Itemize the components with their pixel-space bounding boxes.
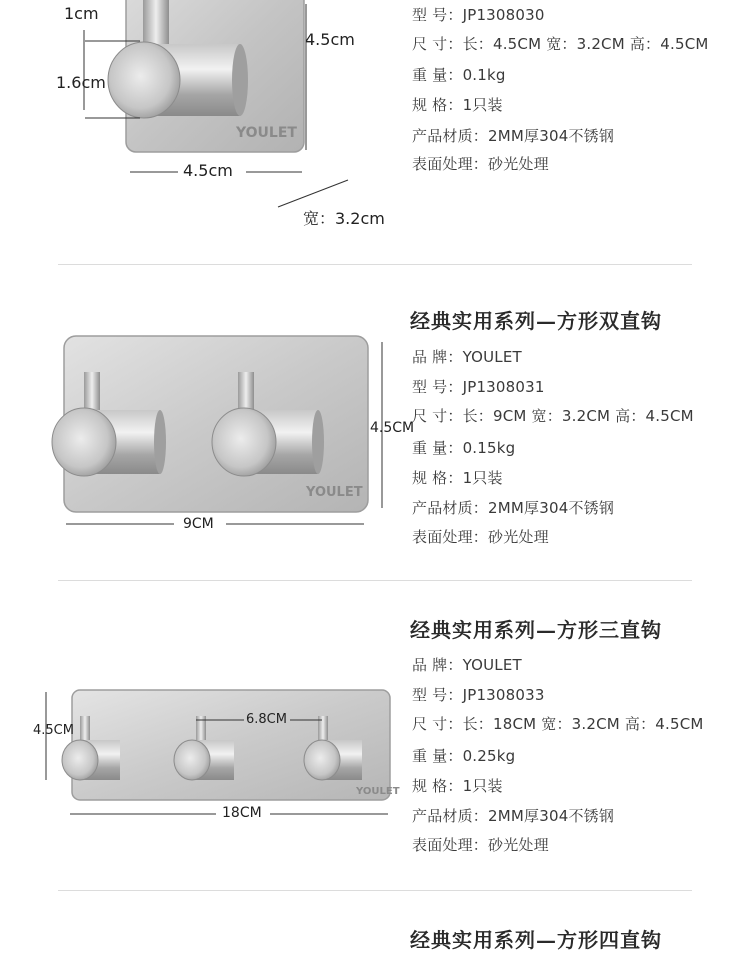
dim-length: 18CM (222, 805, 262, 821)
hook-cap (304, 740, 340, 780)
product-2-finish: 表面处理：砂光处理 (412, 528, 549, 546)
hook-cap (108, 42, 180, 118)
product-2-logo: YOULET (306, 485, 363, 500)
product-3-logo: YOULET (356, 786, 400, 797)
product-1-material: 产品材质：2MM厚304不锈钢 (412, 127, 615, 145)
product-1-logo: YOULET (236, 125, 297, 141)
section-divider (58, 890, 692, 891)
product-1-finish: 表面处理：砂光处理 (412, 155, 549, 173)
product-1-size: 尺 寸：长：4.5CM 宽：3.2CM 高：4.5CM (412, 35, 709, 53)
product-1-model: 型 号：JP1308030 (412, 6, 545, 24)
product-2-brand: 品 牌：YOULET (412, 348, 522, 366)
product-1-spec: 规 格：1只装 (412, 96, 503, 114)
dim-spacing: 6.8CM (246, 712, 287, 727)
product-3-finish: 表面处理：砂光处理 (412, 836, 549, 854)
product-2-size: 尺 寸：长：9CM 宽：3.2CM 高：4.5CM (412, 407, 694, 425)
dim-width: 宽：3.2cm (303, 209, 385, 228)
product-3-size: 尺 寸：长：18CM 宽：3.2CM 高：4.5CM (412, 715, 704, 733)
dim-length: 4.5cm (183, 161, 233, 180)
hook-cap (174, 740, 210, 780)
product-3-image (0, 680, 410, 840)
product-3-brand: 品 牌：YOULET (412, 656, 522, 674)
section-divider (58, 580, 692, 581)
dim-1-6cm: 1.6cm (56, 73, 106, 92)
product-3-spec: 规 格：1只装 (412, 777, 503, 795)
product-2-title: 经典实用系列—方形双直钩 (410, 309, 662, 333)
dim-1cm: 1cm (64, 4, 99, 23)
section-divider (58, 264, 692, 265)
hook-cap (62, 740, 98, 780)
dim-height: 4.5cm (305, 30, 355, 49)
hook-cap (52, 408, 116, 476)
product-1-weight: 重 量：0.1kg (412, 66, 506, 84)
hook-cap (212, 408, 276, 476)
product-3-model: 型 号：JP1308033 (412, 686, 545, 704)
product-3-material: 产品材质：2MM厚304不锈钢 (412, 807, 615, 825)
dim-length: 9CM (183, 516, 214, 532)
product-4-title: 经典实用系列—方形四直钩 (410, 928, 662, 952)
product-3-title: 经典实用系列—方形三直钩 (410, 618, 662, 642)
product-2-weight: 重 量：0.15kg (412, 439, 516, 457)
dim-height: 4.5CM (33, 723, 74, 738)
product-2-spec: 规 格：1只装 (412, 469, 503, 487)
product-2-material: 产品材质：2MM厚304不锈钢 (412, 499, 615, 517)
product-2-model: 型 号：JP1308031 (412, 378, 545, 396)
product-3-weight: 重 量：0.25kg (412, 747, 516, 765)
dim-height: 4.5CM (370, 420, 415, 436)
